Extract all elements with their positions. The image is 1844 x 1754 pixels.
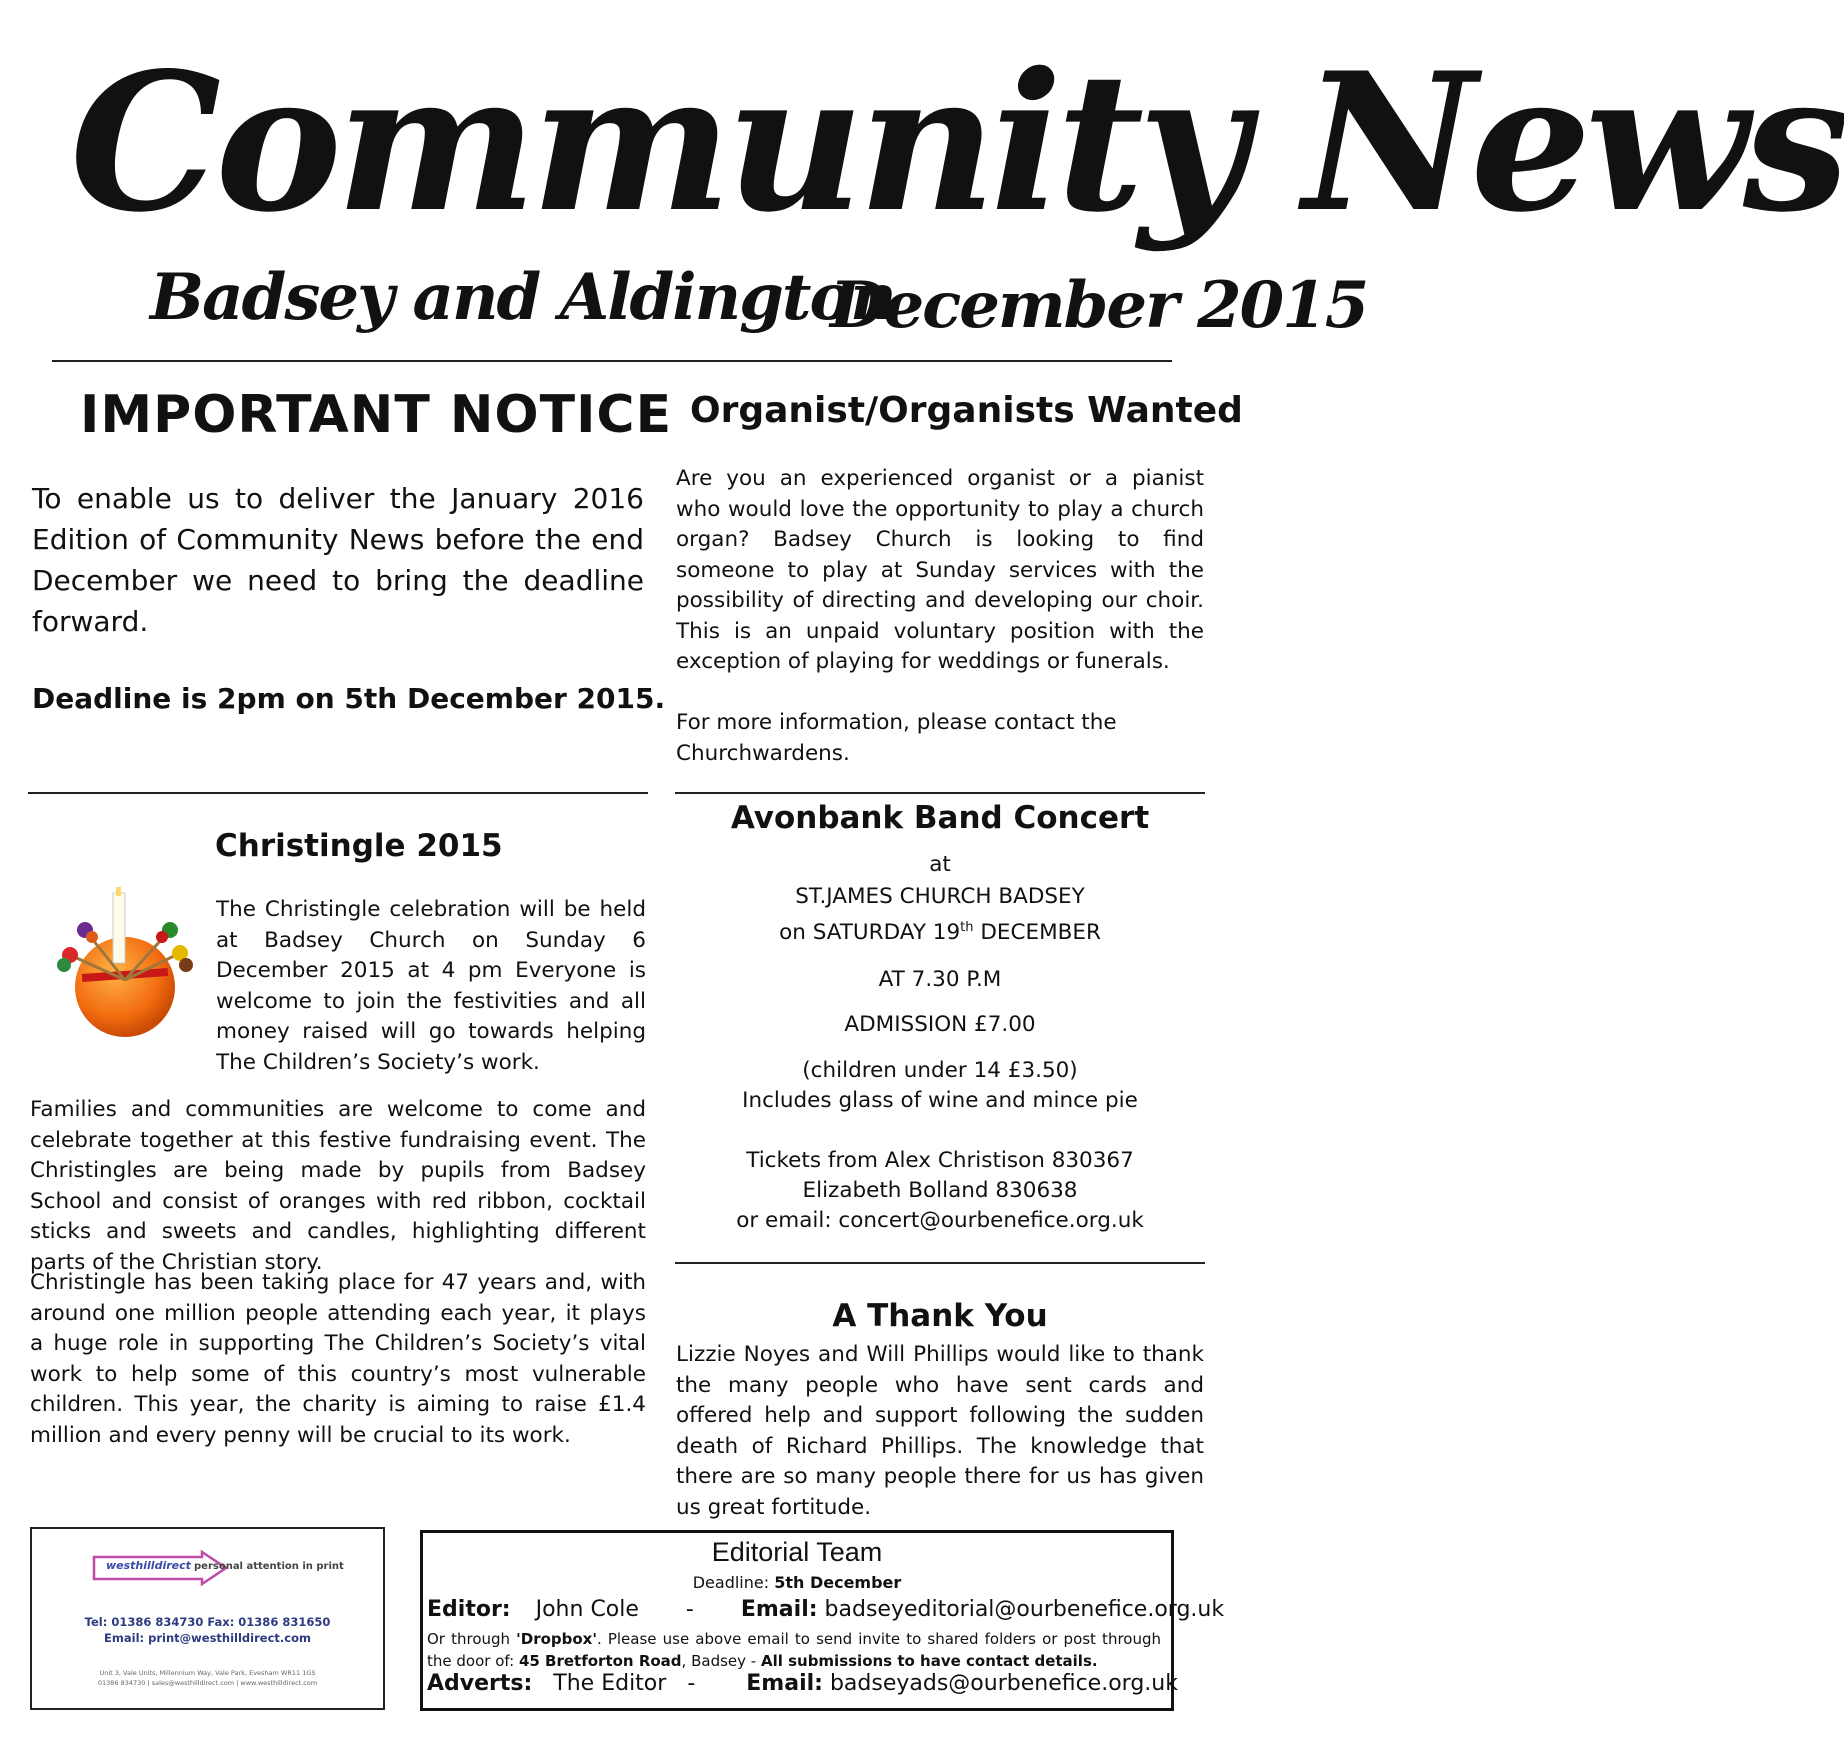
organist-heading: Organist/Organists Wanted [690,390,1243,431]
dropbox-address: 45 Bretforton Road [518,1652,682,1670]
dropbox-address-tail: , Badsey - [681,1652,761,1670]
advert-tel: Tel: 01386 834730 Fax: 01386 831650 [84,1615,331,1629]
editorial-box [420,1530,1225,1711]
editorial-dropbox-text [427,1628,1161,1672]
concert-date-month: DECEMBER [973,920,1101,946]
editorial-deadline-value: 5th December [774,1573,902,1592]
dropbox-text-c: . Please use above email to send invite to shared folders or post through the door of: [427,1630,1161,1670]
editor-email-label: Email: [740,1597,818,1622]
masthead-title: Community News [70,31,1844,254]
masthead-divider [52,360,1172,362]
concert-at: at [929,852,951,877]
christingle-para-3: Christingle has been taking place for 47 years and, with around one million people attending each year, it plays a huge role in supporting The Children’s Society’s vital work to help some of this country’s most vulnerable children. This year, the charity is aiming to raise £1.4 million and every penny will be crucial to its work. [30,1270,646,1448]
section-divider-concert [675,1262,1205,1264]
organist-body: Are you an experienced organist or a pianist who would love the opportunity to play a church organ? Badsey Church is looking to find someone to play at Sunday services with the possibility of directing and developing our choir. This is an unpaid voluntary position with the exception of playing for weddings or funerals. [676,466,1204,674]
editorial-deadline [423,1573,1171,1592]
adverts-dash: - [687,1671,696,1696]
concert-date [676,920,1204,945]
notice-deadline: Deadline is 2pm on 5th December 2015. [32,682,666,715]
editorial-editor-row [427,1597,1225,1622]
concert-date-suffix-sup: th [960,920,974,935]
editor-email[interactable]: badseyeditorial@ourbenefice.org.uk [824,1597,1225,1622]
advert-contact-line: 01386 834730 | sales@westhilldirect.com | www.westhilldirect.com [97,1679,318,1687]
masthead-subtitle: Badsey and Aldington [150,260,895,335]
dropbox-submissions: All submissions to have contact details. [760,1652,1098,1670]
concert-date-prefix: on SATURDAY 19 [779,920,961,946]
adverts-email-label: Email: [746,1671,823,1696]
editorial-heading: Editorial Team [711,1537,883,1567]
editorial-adverts-row [427,1671,1178,1696]
editor-name: John Cole [535,1597,639,1622]
editorial-deadline-label: Deadline: [692,1573,775,1592]
concert-tickets-2: Elizabeth Bolland 830638 [802,1178,1078,1203]
adverts-name: The Editor [553,1671,667,1696]
concert-tickets-1: Tickets from Alex Christison 830367 [746,1148,1134,1173]
advert-tagline: personal attention in print [194,1561,344,1572]
concert-heading: Avonbank Band Concert [730,800,1150,836]
concert-includes: Includes glass of wine and mince pie [742,1088,1138,1113]
organist-contact: For more information, please contact the Churchwardens. [676,710,1117,766]
dropbox-text-b: 'Dropbox' [516,1630,597,1648]
thankyou-body: Lizzie Noyes and Will Phillips would like to thank the many people who have sent cards and offered help and support following the sudden death of Richard Phillips. The knowledge that there are so many people there for us has given us great fortitude. [676,1342,1204,1520]
editor-dash: - [685,1597,694,1622]
masthead-date: December 2015 [830,268,1368,343]
section-divider-left [28,792,648,794]
christingle-heading: Christingle 2015 [215,828,503,864]
concert-email[interactable]: or email: concert@ourbenefice.org.uk [736,1208,1144,1233]
christingle-para-2: Families and communities are welcome to come and celebrate together at this festive fundraising event. The Christingles are being made by pupils from Badsey School and consist of oranges with red ribbon, cocktail sticks and sweets and candles, highlighting different parts of the Christian story. [30,1097,646,1275]
adverts-email[interactable]: badseyads@ourbenefice.org.uk [829,1671,1178,1696]
concert-children-price: (children under 14 £3.50) [802,1058,1078,1083]
advert-box[interactable] [30,1527,385,1710]
advert-email: Email: print@westhilldirect.com [104,1631,311,1645]
concert-time: AT 7.30 P.M [878,967,1002,992]
christingle-orange-image [30,885,200,1045]
section-divider-right [675,792,1205,794]
dropbox-text-a: Or through [427,1630,517,1648]
christingle-intro: The Christingle celebration will be held at Badsey Church on Sunday 6 December 2015 at 4 pm Everyone is welcome to join the festivities and all money raised will go towards helping The Children’s Society’s work. [216,897,646,1075]
advert-logo-text: westhilldirect [106,1559,191,1572]
notice-heading: IMPORTANT NOTICE [80,385,673,445]
thankyou-heading: A Thank You [832,1298,1048,1334]
notice-body: To enable us to deliver the January 2016 Edition of Community News before the end December we need to bring the deadline forward. [32,482,644,638]
christingle-illustration [30,885,200,1045]
concert-venue: ST.JAMES CHURCH BADSEY [795,884,1085,909]
advert-address: Unit 3, Vale Units, Millennium Way, Vale Park, Evesham WR11 1GS [99,1669,316,1677]
editor-label: Editor: [427,1597,511,1622]
adverts-label: Adverts: [427,1671,533,1696]
concert-admission: ADMISSION £7.00 [844,1012,1036,1037]
